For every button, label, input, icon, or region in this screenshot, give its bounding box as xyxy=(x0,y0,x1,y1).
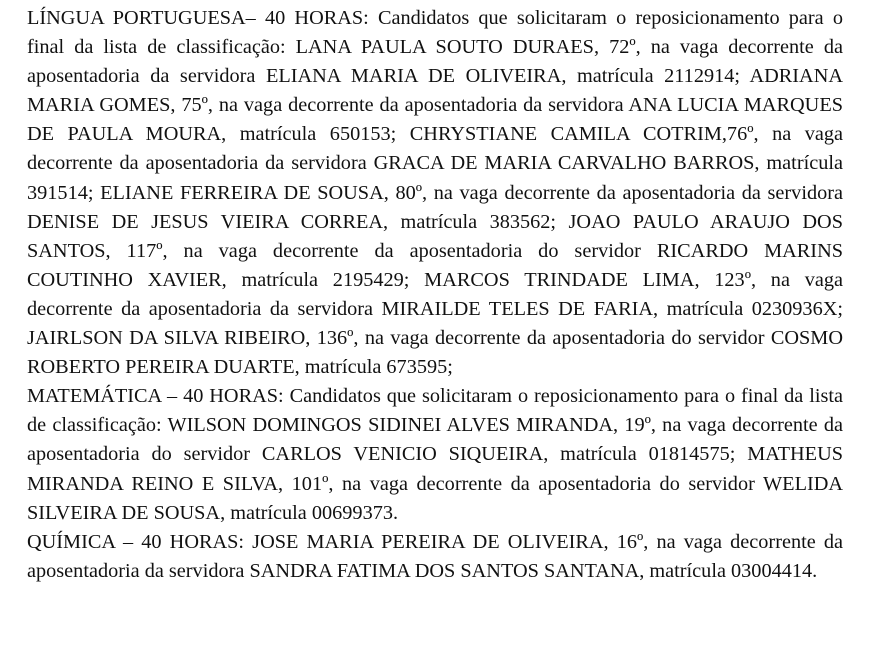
paragraph-matematica: MATEMÁTICA – 40 HORAS: Candidatos que solicitaram o reposicionamento para o final da lista de classificação: WILSON DOMINGOS SIDINEI ALVES MIRANDA, 19º, na vaga decorrente da aposentadoria do servidor CARLOS VENICIO SIQUEIRA, matrícula 01814575; MATHEUS MIRANDA REINO E SILVA, 101º, na vaga decorrente da aposentadoria do servidor WELIDA SILVEIRA DE SOUSA, matrícula 00699373. xyxy=(27,385,843,524)
paragraph-quimica: QUÍMICA – 40 HORAS: JOSE MARIA PEREIRA DE OLIVEIRA, 16º, na vaga decorrente da aposentadoria da servidora SANDRA FATIMA DOS SANTOS SANTANA, matrícula 03004414. xyxy=(27,530,843,582)
paragraph-lingua-portuguesa: LÍNGUA PORTUGUESA– 40 HORAS: Candidatos que solicitaram o reposicionamento para o final da lista de classificação: LANA PAULA SOUTO DURAES, 72º, na vaga decorrente da aposentadoria da servidora ELIANA MARIA DE OLIVEIRA, matrícula 2112914; ADRIANA MARIA GOMES, 75º, na vaga decorrente da aposentadoria da servidora ANA LUCIA MARQUES DE PAULA MOURA, matrícula 650153; CHRYSTIANE CAMILA COTRIM,76º, na vaga decorrente da aposentadoria da servidora GRACA DE MARIA CARVALHO BARROS, matrícula 391514; ELIANE FERREIRA DE SOUSA, 80º, na vaga decorrente da aposentadoria da servidora DENISE DE JESUS VIEIRA CORREA, matrícula 383562; JOAO PAULO ARAUJO DOS SANTOS, 117º, na vaga decorrente da aposentadoria do servidor RICARDO MARINS COUTINHO XAVIER, matrícula 2195429; MARCOS TRINDADE LIMA, 123º, na vaga decorrente da aposentadoria da servidora MIRAILDE TELES DE FARIA, matrícula 0230936X; JAIRLSON DA SILVA RIBEIRO, 136º, na vaga decorrente da aposentadoria do servidor COSMO ROBERTO PEREIRA DUARTE, matrícula 673595; xyxy=(27,7,843,379)
document-body xyxy=(27,4,843,586)
